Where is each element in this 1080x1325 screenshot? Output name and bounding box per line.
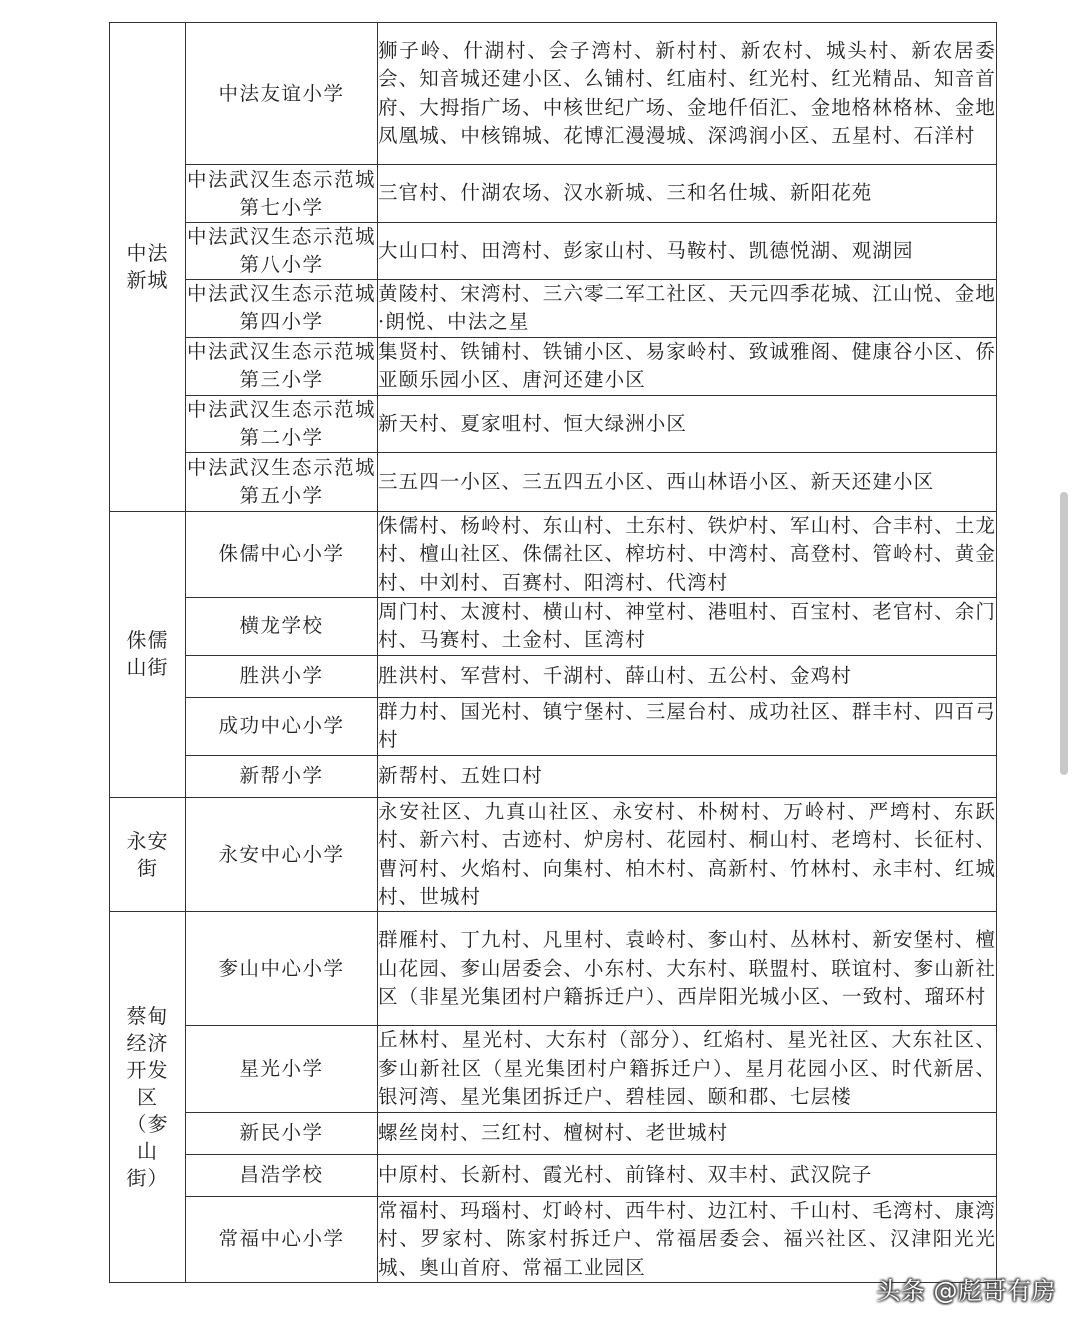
table-row <box>110 165 997 223</box>
areas-cell: 周门村、太渡村、横山村、神堂村、港咀村、百宝村、老官村、余门村、马赛村、土金村、匡湾村 <box>378 598 997 656</box>
areas-cell: 胜洪村、军营村、千湖村、薛山村、五公村、金鸡村 <box>378 655 997 697</box>
school-name: 奓山中心小学 <box>186 912 378 1026</box>
table-row <box>110 511 997 597</box>
school-name: 中法武汉生态示范城第四小学 <box>186 280 378 338</box>
school-name: 中法武汉生态示范城第二小学 <box>186 395 378 452</box>
areas-cell: 永安社区、九真山社区、永安村、朴树村、万岭村、严塆村、东跃村、新六村、古迹村、炉房村、花园村、桐山村、老塆村、长征村、曹河村、火焰村、向集村、柏木村、高新村、竹林村、永丰村、红城村、世城村 <box>378 797 997 912</box>
table-row <box>110 912 997 1026</box>
district-line: 街 <box>137 855 158 880</box>
table-row <box>110 755 997 797</box>
school-name: 中法友谊小学 <box>186 23 378 165</box>
school-name: 成功中心小学 <box>186 697 378 755</box>
district-cell <box>110 912 186 1282</box>
district-line: 新城 <box>126 267 169 292</box>
areas-cell: 三五四一小区、三五四五小区、西山林语小区、新天还建小区 <box>378 452 997 511</box>
table-row <box>110 697 997 755</box>
district-cell <box>110 797 186 912</box>
table-row <box>110 598 997 656</box>
school-name: 中法武汉生态示范城第八小学 <box>186 223 378 280</box>
areas-cell: 新帮村、五姓口村 <box>378 755 997 797</box>
school-name: 中法武汉生态示范城第三小学 <box>186 337 378 395</box>
areas-cell: 侏儒村、杨岭村、东山村、土东村、铁炉村、军山村、合丰村、土龙村、檀山社区、侏儒社区、榨坊村、中湾村、高登村、管岭村、黄金村、中刘村、百赛村、阳湾村、代湾村 <box>378 511 997 597</box>
school-name: 中法武汉生态示范城第五小学 <box>186 452 378 511</box>
areas-cell: 螺丝岗村、三红村、檀树村、老世城村 <box>378 1112 997 1154</box>
table-row <box>110 1154 997 1196</box>
table-row <box>110 655 997 697</box>
district-line: 街） <box>126 1165 169 1190</box>
table-row <box>110 1196 997 1282</box>
school-name: 昌浩学校 <box>186 1154 378 1196</box>
school-name: 星光小学 <box>186 1026 378 1112</box>
areas-cell: 群雁村、丁九村、凡里村、袁岭村、奓山村、丛林村、新安堡村、檀山花园、奓山居委会、小东村、大东村、联盟村、联谊村、奓山新社区（非星光集团村户籍拆迁户）、西岸阳光城小区、一致村、瑠环村 <box>378 912 997 1026</box>
school-name: 胜洪小学 <box>186 655 378 697</box>
areas-cell: 黄陵村、宋湾村、三六零二军工社区、天元四季花城、江山悦、金地·朗悦、中法之星 <box>378 280 997 338</box>
district-line: 永安 <box>126 828 169 853</box>
district-line: 中法 <box>126 240 169 265</box>
district-cell <box>110 511 186 797</box>
table-row <box>110 280 997 338</box>
table-row <box>110 1026 997 1112</box>
school-name: 侏儒中心小学 <box>186 511 378 597</box>
table-row <box>110 1112 997 1154</box>
table-row <box>110 797 997 912</box>
areas-cell: 三官村、什湖农场、汉水新城、三和名仕城、新阳花苑 <box>378 165 997 223</box>
table-row <box>110 395 997 452</box>
scrollbar-thumb[interactable] <box>1060 492 1068 775</box>
district-line: 山街 <box>126 655 169 680</box>
district-cell <box>110 23 186 512</box>
areas-cell: 丘林村、星光村、大东村（部分）、红焰村、星光社区、大东社区、奓山新社区（星光集团村户籍拆迁户）、星月花园小区、时代新居、银河湾、星光集团拆迁户、碧桂园、颐和郡、七层楼 <box>378 1026 997 1112</box>
school-name: 新民小学 <box>186 1112 378 1154</box>
district-line: 侏儒 <box>126 628 169 653</box>
district-line: 区 <box>137 1084 158 1109</box>
table-row <box>110 223 997 280</box>
district-line: 开发 <box>126 1057 169 1082</box>
school-name: 常福中心小学 <box>186 1196 378 1282</box>
areas-cell: 常福村、玛瑙村、灯岭村、西牛村、边江村、千山村、毛湾村、康湾村、罗家村、陈家村拆迁户、常福居委会、福兴社区、汉津阳光光城、奥山首府、常福工业园区 <box>378 1196 997 1282</box>
areas-cell: 大山口村、田湾村、彭家山村、马鞍村、凯德悦湖、观湖园 <box>378 223 997 280</box>
school-name: 横龙学校 <box>186 598 378 656</box>
areas-cell: 集贤村、铁铺村、铁铺小区、易家岭村、致诚雅阁、健康谷小区、侨亚颐乐园小区、唐河还建小区 <box>378 337 997 395</box>
school-name: 永安中心小学 <box>186 797 378 912</box>
district-line: 经济 <box>126 1030 169 1055</box>
areas-cell: 新天村、夏家咀村、恒大绿洲小区 <box>378 395 997 452</box>
watermark: 头条 @彪哥有房 <box>876 1277 1056 1305</box>
district-line: 蔡甸 <box>126 1003 169 1028</box>
areas-cell: 群力村、国光村、镇宁堡村、三屋台村、成功社区、群丰村、四百弓村 <box>378 697 997 755</box>
school-name: 中法武汉生态示范城第七小学 <box>186 165 378 223</box>
areas-cell: 中原村、长新村、霞光村、前锋村、双丰村、武汉院子 <box>378 1154 997 1196</box>
district-line: 山 <box>137 1138 158 1163</box>
school-name: 新帮小学 <box>186 755 378 797</box>
table-row <box>110 337 997 395</box>
zoning-table <box>109 22 997 1283</box>
table-row <box>110 23 997 165</box>
areas-cell: 狮子岭、什湖村、会子湾村、新村村、新农村、城头村、新农居委会、知音城还建小区、么铺村、红庙村、红光村、红光精品、知音首府、大拇指广场、中核世纪广场、金地仟佰汇、金地格林格林、金地凤凰城、中核锦城、花博汇漫漫城、深鸿润小区、五星村、石洋村 <box>378 23 997 165</box>
district-line: （奓 <box>126 1111 169 1136</box>
table-row <box>110 452 997 511</box>
